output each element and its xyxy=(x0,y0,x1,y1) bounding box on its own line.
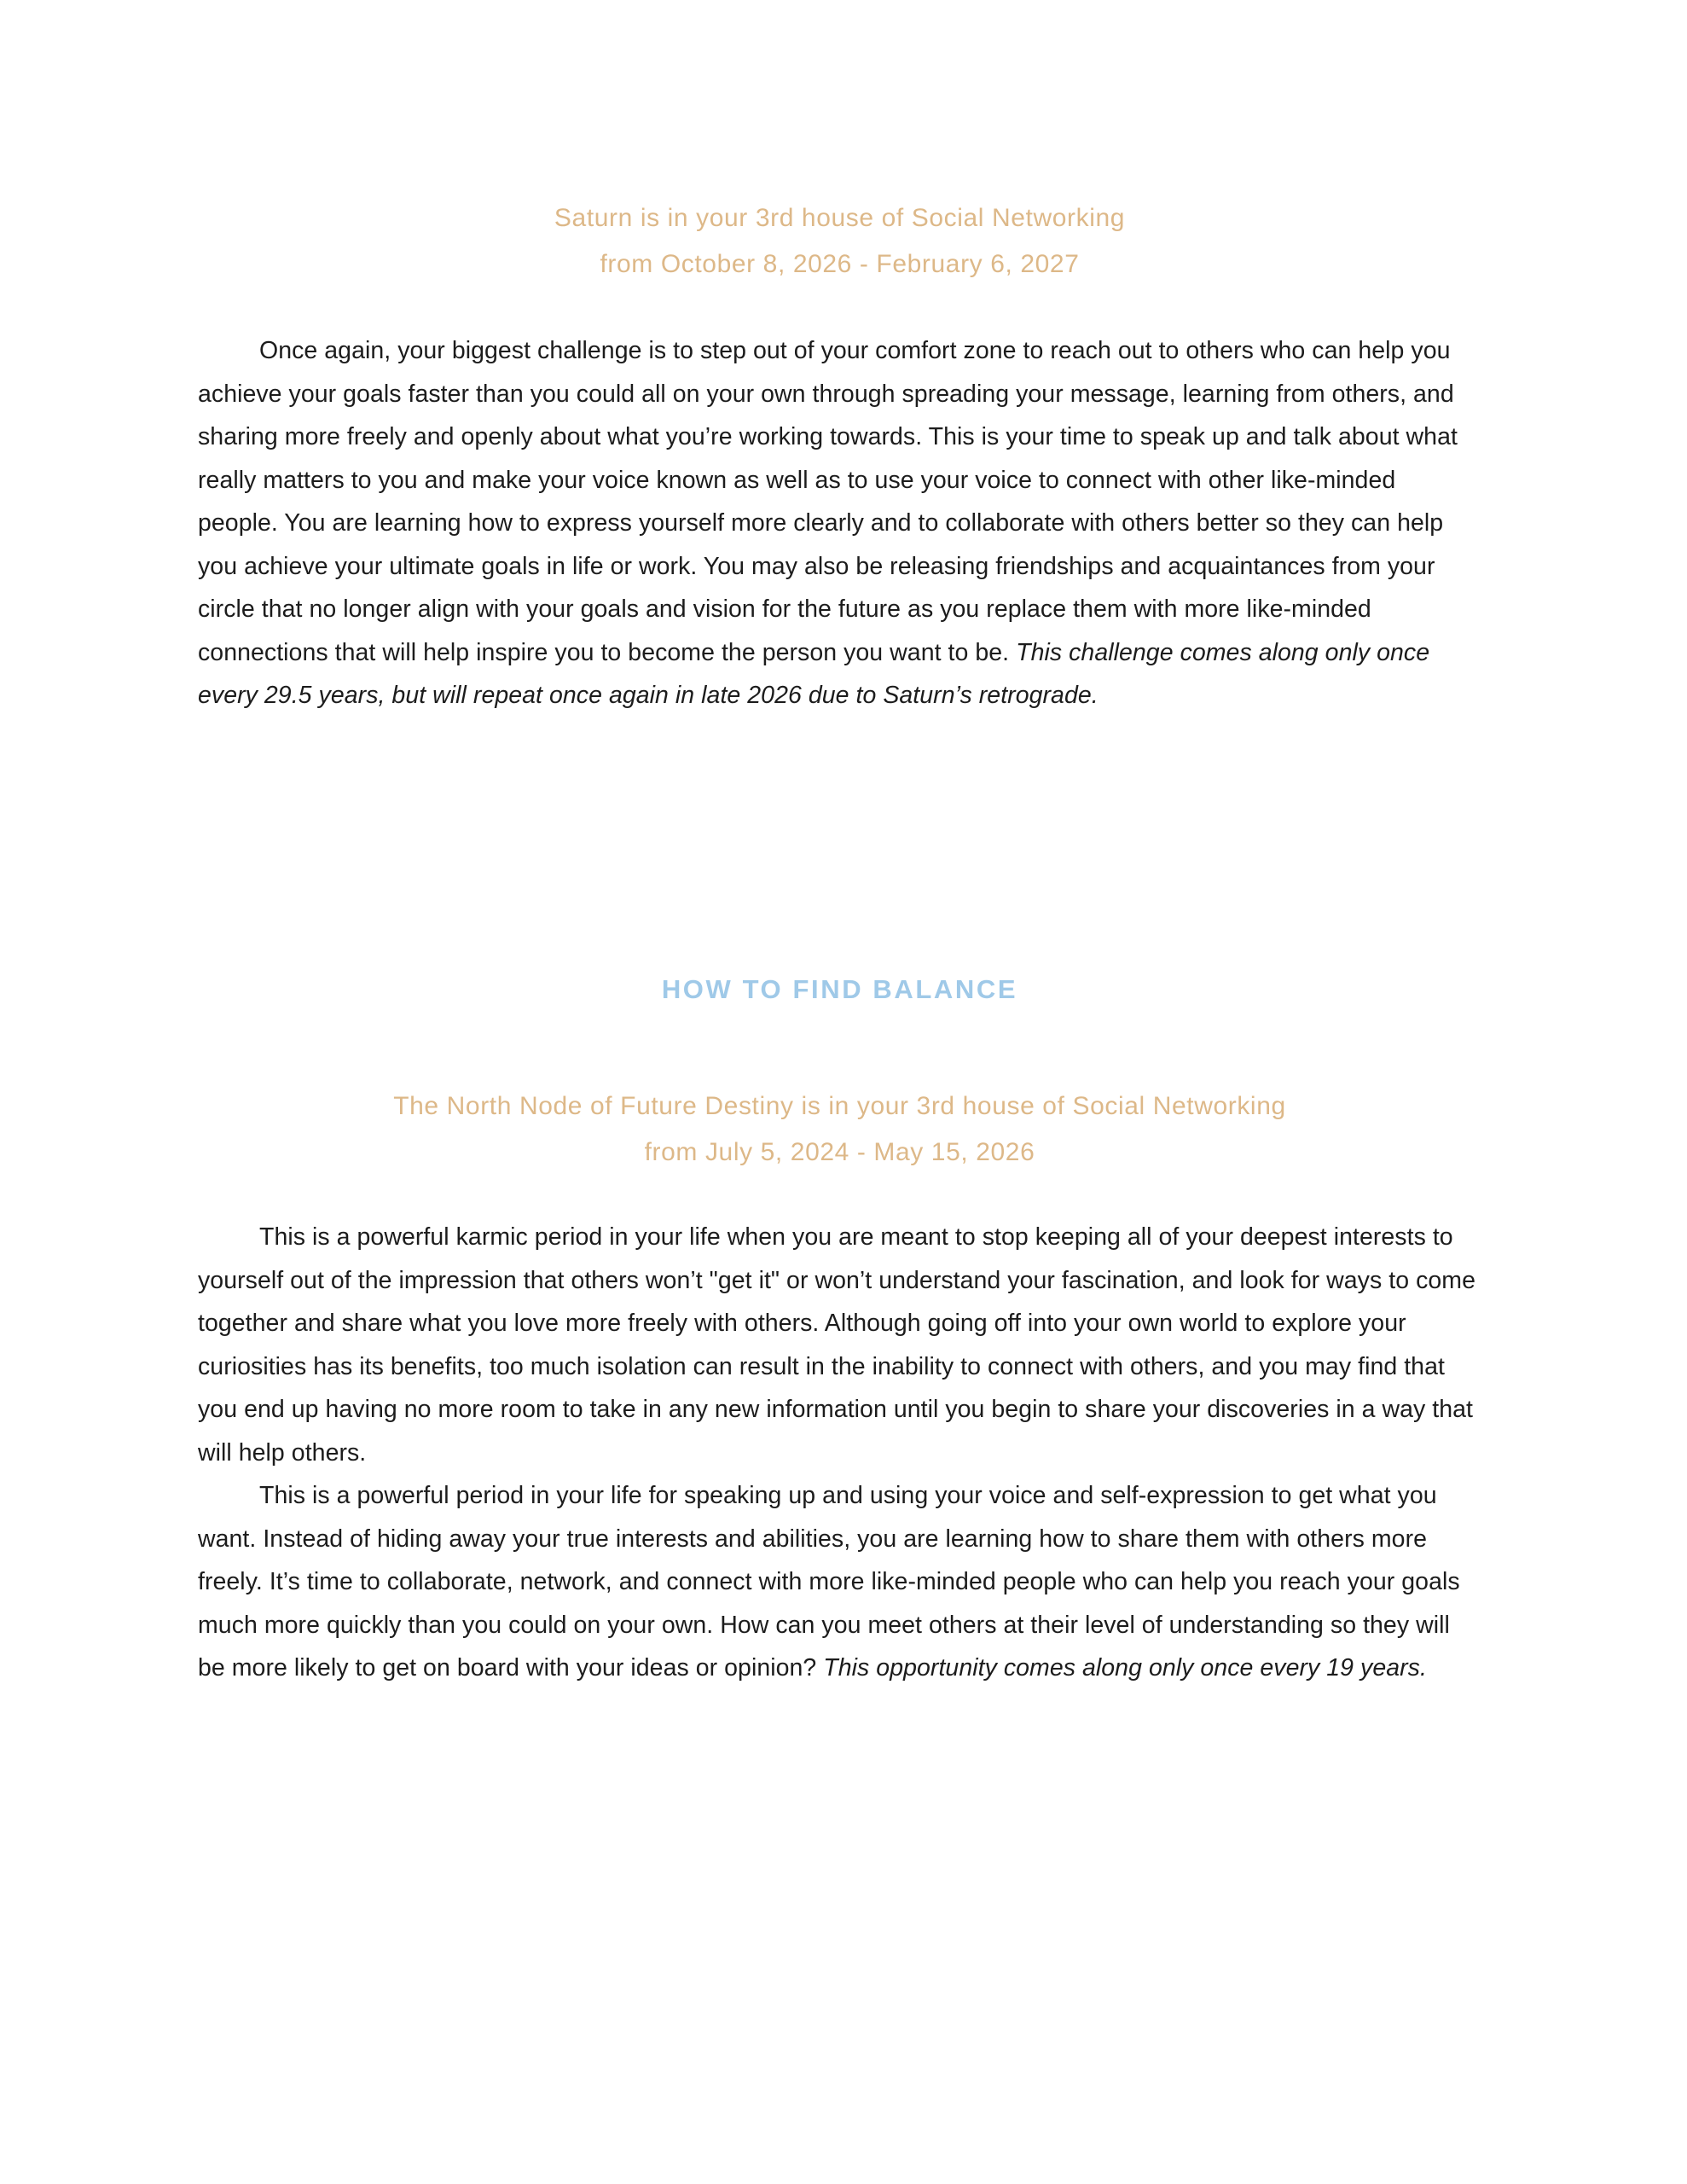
north-node-transit-heading-block xyxy=(198,1083,1481,1176)
north-node-paragraph-1: This is a powerful karmic period in your life when you are meant to stop keeping all of your deepest interests to yourself out of the impression that others won’t "get it" or won’t understand your fascination, and look for ways to come together and share what you love more freely with others. Although going off into your own world to explore your curiosities has its benefits, too much isolation can result in the inability to connect with others, and you may find that you end up having no more room to take in any new information until you begin to share your discoveries in a way that will help others. xyxy=(198,1223,1475,1467)
saturn-body-plain: Once again, your biggest challenge is to step out of your comfort zone to reach out to others who can help you achieve your goals faster than you could all on your own through spreading your message, learning from others, and sharing more freely and openly about what you’re working towards. This is your time to speak up and talk about what really matters to you and make your voice known as well as to use your voice to connect with other like-minded people. You are learning how to express yourself more clearly and to collaborate with others better so they can help you achieve your ultimate goals in life or work. You may also be releasing friendships and acquaintances from your circle that no longer align with your goals and vision for the future as you replace them with more like-minded connections that will help inspire you to become the person you want to be. xyxy=(198,337,1458,666)
saturn-transit-heading xyxy=(198,195,1481,288)
saturn-transit-heading-line-1: Saturn is in your 3rd house of Social Networking xyxy=(554,204,1126,232)
north-node-paragraph-2 xyxy=(198,1474,1477,1690)
saturn-body-italic: This challenge comes along only once every 29.5 years, but will repeat once again in late 2026 due to Saturn’s retrograde. xyxy=(198,638,1430,709)
balance-section-heading: HOW TO FIND BALANCE xyxy=(661,974,1018,1004)
north-node-paragraph-2-plain: This is a powerful period in your life for speaking up and using your voice and self-expression to get what you want. Instead of hiding away your true interests and abilities, you are learning how to share them with others more freely. It’s time to collaborate, network, and connect with more like-minded people who can help you reach your goals much more quickly than you could on your own. How can you meet others at their level of understanding so they will be more likely to get on board with your ideas or opinion? xyxy=(198,1482,1460,1682)
saturn-transit-heading-line-2: from October 8, 2026 - February 6, 2027 xyxy=(600,250,1080,278)
saturn-body-paragraph xyxy=(198,329,1477,717)
north-node-transit-heading xyxy=(198,1083,1481,1176)
north-node-transit-heading-line-2: from July 5, 2024 - May 15, 2026 xyxy=(644,1138,1035,1166)
balance-section-heading-block xyxy=(198,973,1481,1007)
north-node-paragraph-2-italic: This opportunity comes along only once every 19 years. xyxy=(823,1654,1427,1682)
saturn-transit-body xyxy=(198,329,1477,717)
north-node-transit-heading-line-1: The North Node of Future Destiny is in your 3rd house of Social Networking xyxy=(393,1092,1286,1120)
north-node-transit-body xyxy=(198,1216,1477,1690)
saturn-transit-heading-block xyxy=(198,195,1481,288)
